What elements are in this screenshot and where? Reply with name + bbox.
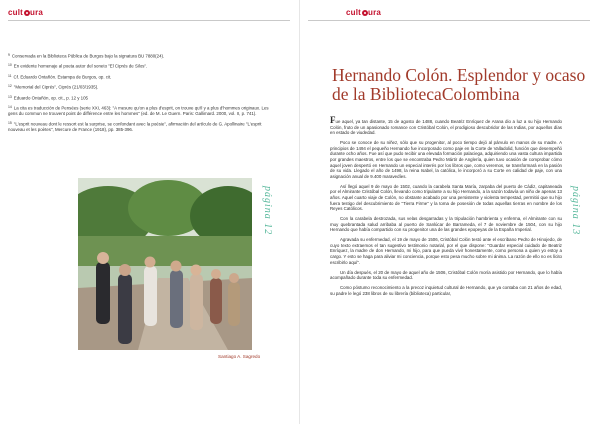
footnotes — [8, 53, 278, 137]
street-photo — [78, 178, 252, 350]
footnote: $^{10}$ En evidente homenaje al poeta autor del soneto "El Ciprés de Silos". — [8, 63, 148, 69]
footnote: $^{14}$ La cita es traducción de Pensées (serie XXI, 463): "A mesure qu'on a plus d'esprit, on trouve qu'il y a plus d'hommes originaux. Les gens du commun ne trouvent point de différence entre les hommes" (ed. de M. Le Guern. Paris: Gallimard. 2000, vol. II, p. 741). — [8, 104, 269, 116]
header-rule — [8, 20, 290, 21]
drop-cap: F — [330, 115, 336, 125]
footnote: $^{11}$ Cf. Eduardo Ontañón. Estampa de Burgos, op. cit. — [8, 73, 112, 80]
article-paragraph: Fue aquel, ya tan distante, 15 de agosto de 1488, cuando Beatriz Enríquez de Arana dio a luz a su hijo Hernando Colón, fruto de un apasionado romance con Cristóbal Colón, el prodigioso descubridor de las Indias, por aquellos días en estado de viudedad. — [330, 115, 562, 136]
article-paragraph: Agravada su enfermedad, el 19 de mayo de 1506, Cristóbal Colón testó ante el escribano Pedro de Hinojedo, de cuyo texto extraemos el tan sugestivo testimonio notarial, por el que dispone: "Guardar especial cuidado de Beatriz Enríquez, la madre de don Hernando, mi hijo, para que pueda vivir honestamente, como persona a quien yo estoy a cargo. Y esto se haga para aliviar mi conciencia, porque esto pesa mucho sobre mi ánima. La razón de ello no es lícito escribirlo aquí". — [330, 237, 562, 265]
article-body — [330, 115, 562, 301]
footnote: $^{13}$ Eduardo Ontañón, op. cit., p. 12 y 105 — [8, 94, 88, 100]
header-rule — [308, 20, 590, 21]
article-paragraph: Poco se conoce de su niñez, sólo que su progenitor, al poco tiempo dejó al párvulo en manos de su madre. A principios de 1494 el pequeño Hernando fue incorporado como paje en la Corte de Valladolid, función que desempeñó durante ocho años. Fue así que pudo recibir una elevada formación palaciega, adquiriendo una vasta cultura impartida por grandes maestros, entre los que se encontraba Pedro Mártir de Anglería, quien tuvo ocasión de comprobar cómo aquel joven despertó en Hernando un especial interés por los libros que, como veremos, se transformará en la pasión de su vida. Llegado el año de 1498, la reina Isabel, la católica, le incorporó a su Corte en calidad de paje, con una asignación anual de 9.400 maravedíes. — [330, 140, 562, 179]
article-paragraph: Así llegó aquel 9 de mayo de 1502, cuando la carabela Santa María, zarpaba del puerto de Cádiz, capitaneada por el Almirante Cristóbal Colón, llevando como tripulante a su hijo Hernando, a la sazón todavía un niño de apenas 13 años. Aquel cuarto viaje de Colón, no obstante acabado por una persistente y violenta tempestad, permitió que su hijo fuera testigo del descubrimiento de "Tierra Firme" y la toma de posesión de todas aquellas tierras en nombre de los Reyes Católicos. — [330, 183, 562, 212]
footnote: $^{15}$ "L'esprit nouveau dont le ressort est la surprise, se confondant avec la poésie", afirmación del artículo de G. Apollinaire "L'esprit nouveau et les poètes", Mercure de France (1918), pp. 385-396. — [8, 120, 262, 132]
footnote: $^9$ Conservada en la Biblioteca Pública de Burgos bajo la signatura BU 7880(24). — [8, 53, 165, 59]
page-number: página 12 — [262, 186, 273, 236]
footnote: $^{12}$ "Memorial del Ciprés", Ciprés (21/03/1935). — [8, 84, 99, 90]
cultura-logo: cult ura — [8, 8, 44, 17]
page-number: página 13 — [570, 186, 581, 236]
article-title: Hernando Colón. Esplendor y ocaso de la BibliotecaColombina — [332, 65, 586, 104]
photo-caption: Santiago A. Sagredo — [218, 354, 261, 359]
article-paragraph: Un día después, el 20 de mayo de aquel año de 1506, Cristóbal Colón moría asistido por Hernando, que lo había acompañado durante toda su enfermedad. — [330, 269, 562, 281]
cultura-logo: cult ura — [346, 8, 382, 17]
article-paragraph: Con la carabela destrozada, sus velas desgarradas y la tripulación hambrienta y enferma, el Almirante con su muy quebrantada salud arribaba al puerto de Sanlúcar de Barrameda, el 7 de noviembre de 1504, con su hijo Hernando que había compartido con su progenitor una de las grandes epopeyas de la España Imperial. — [330, 216, 562, 233]
article-paragraph: Como póstumo reconocimiento a la precoz inquietud cultural de Hernando, que ya contaba con 21 años de edad, su padre le legó 238 libros de su librería (biblioteca) particular, — [330, 285, 562, 296]
